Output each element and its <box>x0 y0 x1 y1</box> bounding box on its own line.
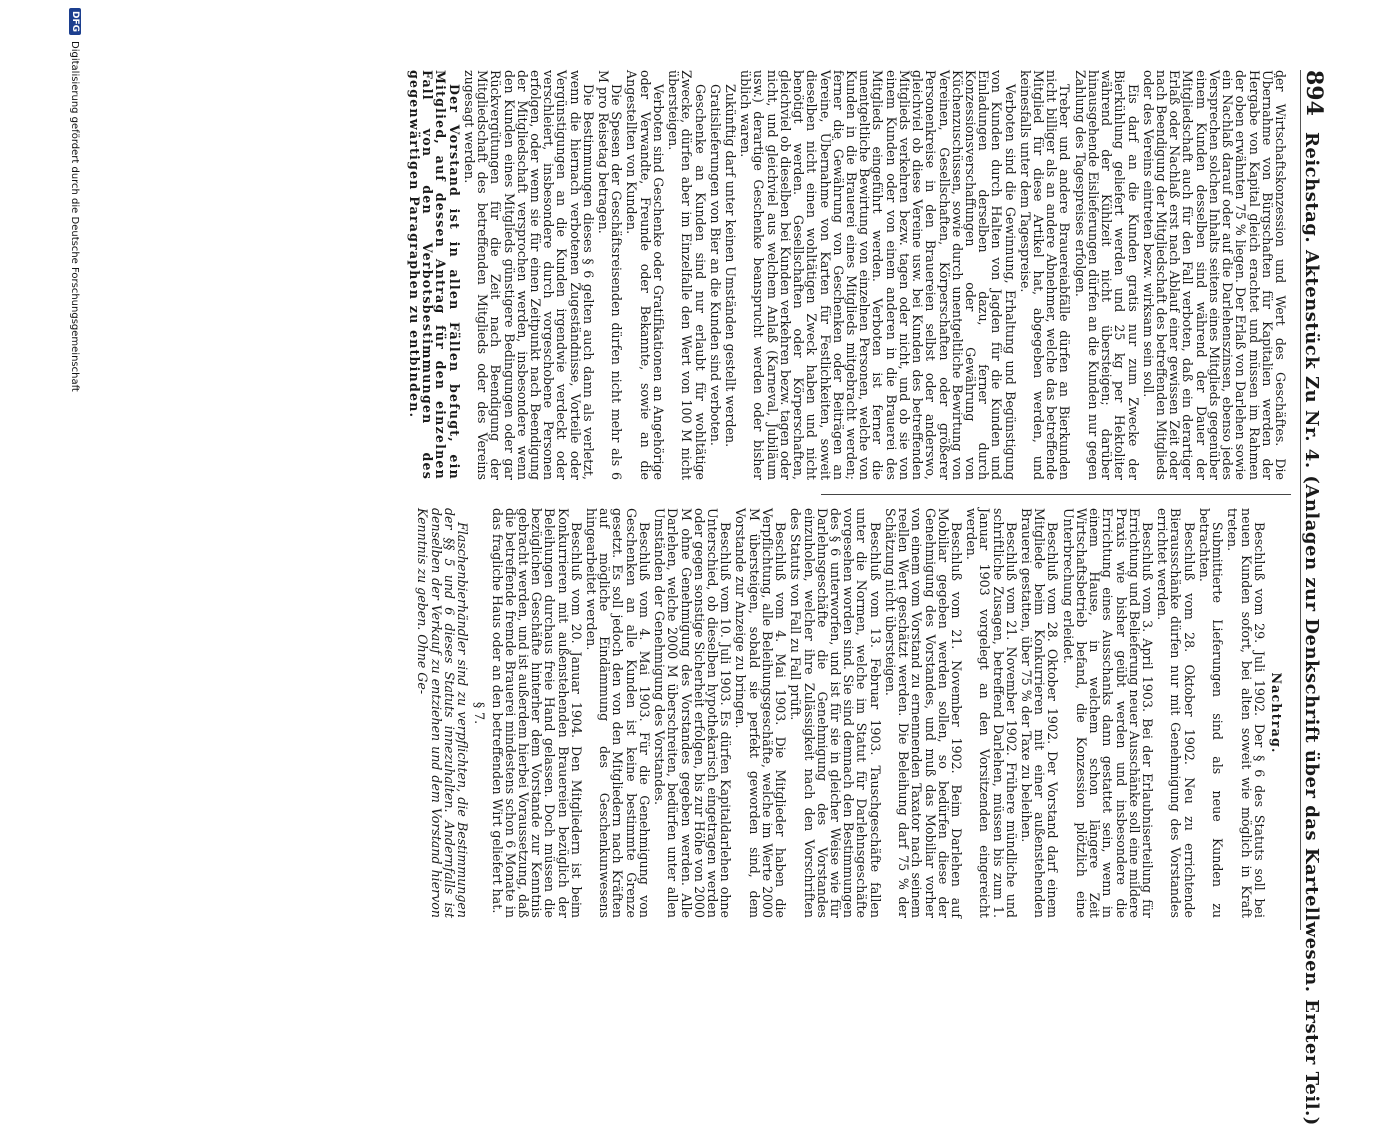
paragraph: Beschluß vom 3. April 1903. Bei der Erlaubniserteilung für Errichtung und Belieferung neuer Ausschänke soll eine mildere Praxis wie bisher geübt werden und insbesondere die Errichtung eines Ausschanks dann gestattet sein, wenn in einem Hause, in welchem schon längere Zeit Wirtschaftsbetrieb befand, die Konzession plötzlich eine Unterbrechung erleidet. <box>1060 508 1156 918</box>
paragraph: Die Spesen der Geschäftsreisenden dürfen nicht mehr als 6 M pro Reisetag betragen. <box>596 70 625 480</box>
running-title: Reichstag. Aktenstück Zu Nr. 4. (Anlagen zur Denkschrift über das Kartellwesen. Erster Teil.) <box>1301 131 1322 1126</box>
section-heading-paragraph-7: § 7. <box>472 701 488 725</box>
paragraph: der Wirtschaftskonzession und Wert des Geschäftes. Die Übernahme von Bürgschaften für Kapitalien werden der Hergabe von Kapital gleich erachtet und müssen im Rahmen der oben erwähnten 75 % liegen. Der Erlaß von Darlehen sowie ein Nachlaß darauf oder auf die Darlehenszinsen, ebenso jedes Versprechen solchen Inhalts seitens eines Mitglieds gegenüber einem Kunden desselben sind während der Dauer der Mitgliedschaft auch für den Fall verboten, daß ein derartiger Erlaß oder Nachlaß erst nach Ablauf einer gewissen Zeit oder nach Beendigung der Mitgliedschaft des betreffenden Mitglieds oder des Vereins eintreten bezw. wirksam sein soll. <box>1140 70 1288 480</box>
paragraph: Eis darf an die Kunden gratis nur zum Zwecke der Bierkühlung geliefert werden und 25 kg per Hektoliter während der Kühlzeit nicht übersteigen; darüber hinausgehende Eislieferungen dürfen an die Kunden nur gegen Zahlung des Tagespreises erfolgen. <box>1072 70 1141 480</box>
dfg-logo-icon: DFG <box>69 8 81 35</box>
right-column <box>414 508 1287 918</box>
left-column <box>406 70 1287 480</box>
paragraph: Gratislieferungen von Bier an die Kunden sind verboten. <box>707 84 723 446</box>
paragraph: Verboten sind Geschenke oder Gratifikationen an Angehörige oder Verwandte, Freunde oder Bekannte, sowie an die Angestellten von Kunden. <box>624 70 666 480</box>
paragraph: Beschluß vom 28. Oktober 1902. Der Vorstand darf einem Mitgliede beim Konkurrieren mit einer außenstehenden Brauerei gestatten, über 75 % der Taxe zu beleihen. <box>1019 508 1061 918</box>
paragraph: Verboten sind die Gewinnung, Erhaltung und Begünstigung von Kunden durch Halten von Jagden für die Kunden und Einladungen derselben dazu, ferner durch Konzessionsverschaffungen oder Gewährung von Küchenzuschüssen, sowie durch unentgeltliche Bewirtung von Vereinen, Gesellschaften, Körperschaften oder größerer Personenkreise in den Brauereien selbst oder anderswo, gleichviel ob diese Vereine usw. bei Kunden des betreffenden Mitglieds verkehren bezw. tagen oder nicht, und ob sie von einem Kunden oder von einem anderen in die Brauerei des Mitglieds eingeführt werden. Verboten ist ferner die unentgeltliche Bewirtung von einzelnen Personen, welche von Kunden in die Brauerei eines Mitglieds mitgebracht werden; ferner die Gewährung von Geschenken oder Beiträgen an Vereine, Übernahme von Karten für Festlichkeiten, soweit dieselben nicht einen wohltätigen Zweck haben und nicht benötigt werden. Gesellschaften oder Körperschaften, gleichviel ob dieselben bei Kunden verkehren bezw. tagen oder nicht, und gleichviel aus welchem Anlaß (Karneval, Jubiläum usw.) derartige Geschenke beansprucht werden oder bisher üblich waren. <box>738 70 1018 480</box>
digitization-credit-text: Digitalisierung gefördert durch die Deutsche Forschungsgemeinschaft <box>69 41 81 392</box>
paragraph: Beschluß vom 4. Mai 1903. Für die Genehmigung von Geschenken an alle Kunden ist keine bestimmte Grenze gesetzt. Es soll jedoch den von den Mitgliedern nach Kräften auf mögliche Eindämmung des Geschenkunwesens hingearbeitet werden. <box>584 508 652 918</box>
paragraph: Beschluß vom 10. Juli 1903. Es dürfen Kapitaldarlehen ohne Unterschied, ob dieselben hypothekarisch eingetragen werden oder gegen sonstige Sicherheit erfolgen, bis zur Höhe von 2000 M ohne Genehmigung des Vorstandes gegeben werden. Alle Darlehen, welche 2000 M überschreiten, bedürfen unter allen Umständen der Genehmigung des Vorstandes. <box>652 508 734 918</box>
paragraph: Beschluß vom 21. November 1902. Frühere mündliche und schriftliche Zusagen, betreffend Darlehen, müssen bis zum 1. Januar 1903 vorgelegt an den Vorsitzenden eingereicht werden. <box>964 508 1019 918</box>
paragraph: Der Vorstand ist in allen Fällen befugt, ein Mitglied, auf dessen Antrag für den einzelnen Fall von den Verbotsbestimmungen des gegenwärtigen Paragraphen zu entbinden. <box>407 70 462 480</box>
paragraph: Submittierte Lieferungen sind als neue Kunden zu betrachten. <box>1196 508 1226 918</box>
column-divider <box>821 494 1291 495</box>
paragraph: Zukünftig darf unter keinen Umständen gestellt werden. <box>723 84 739 448</box>
paragraph: Geschenke an Kunden sind nur erlaubt für wohltätige Zwecke, dürfen aber im Einzelfalle den Wert von 100 M nicht übersteigen. <box>666 70 708 480</box>
paragraph: Beschluß vom 28. Oktober 1902. Neu zu errichtende Bierausschänke dürfen nur mit Genehmigung des Vorstandes errichtet werden. <box>1155 508 1197 918</box>
paragraph: Flaschenbierhändler sind zu verpflichten, die Bestimmungen der §§ 5 und 6 dieses Statuts innezuhalten. Andernfalls ist denselben der Verkauf zu entziehen und dem Vorstand hiervon Kenntnis zu geben. Ohne Ge- <box>415 508 471 918</box>
paragraph: Die Bestimmungen dieses § 6 gelten auch dann als verletzt, wenn die hiernach verbotenen Zugeständnisse, Vorteile oder Vergünstigungen an die Kunden irgendwie verdeckt oder verschleiert, insbesondere durch vorgeschobene Personen erfolgen, oder wenn sie für einen Zeitpunkt nach Beendigung der Mitgliedschaft versprochen werden, insbesondere wenn den Kunden eines Mitglieds günstigere Bedingungen oder gar Rückvergütungen für die Zeit nach Beendigung der Mitgliedschaft des betreffenden Mitglieds oder des Vereins zugesagt werden. <box>461 70 596 480</box>
digitization-credit <box>65 8 85 998</box>
paragraph: Treber und andere Brauereiabfälle dürfen an Bierkunden nicht billiger als an andere Abnehmer, welche das betreffende Mitglied für diese Artikel hat, abgegeben werden, und keinesfalls unter dem Tagespreise. <box>1017 70 1073 480</box>
paragraph: Beschluß vom 4. Mai 1903. Die Mitglieder haben die Verpflichtung, alle Beleihungsgeschäfte, welche im Werte 2000 M übersteigen, sobald sie perfekt geworden sind, dem Vorstande zur Anzeige zu bringen. <box>733 508 789 918</box>
page-number: 894 <box>1301 70 1327 116</box>
paragraph: Beschluß vom 21. November 1902. Beim Darlehen auf Mobiliar gegeben werden sollen, so bedürfen diese der Genehmigung des Vorstandes, und muß das Mobiliar vorher von einem vom Vorstand zu ernennenden Taxator nach seinem reellen Wert geschätzt werden. Die Beleihung darf 75 % der Schätzung nicht übersteigen. <box>882 508 964 918</box>
paragraph: Beschluß vom 13. Februar 1903. Tauschgeschäfte fallen unter die Normen, welche im Statut für Darlehnsgeschäfte vorgesehen worden sind. Sie sind demnach den Bestimmungen des § 6 unterworfen, und ist für sie in gleicher Weise wie für Darlehnsgeschäfte die Genehmigung des Vorstandes einzuholen, welcher ihre Zulässigkeit nach den Vorschriften des Statuts von Fall zu Fall prüft. <box>788 508 883 918</box>
section-heading-nachtrag: Nachtrag. <box>1269 672 1284 754</box>
paragraph: Beschluß vom 29. Juli 1902. Der § 6 des Statuts soll bei neuen Kunden sofort, bei alten soweit wie möglich in Kraft treten. <box>1225 508 1267 918</box>
page-header <box>1300 70 1335 1126</box>
paragraph: Beschluß vom 20. Januar 1904. Den Mitgliedern ist beim Konkurrieren mit außenstehenden Brauereien bezüglich der Beleihungen durchaus freie Hand gelassen. Doch müssen die bezüglichen Geschäfte hinterher dem Vorstande zur Kenntnis gebracht werden, und ist außerdem hierbei Voraussetzung, daß die betreffende fremde Brauerei mindestens schon 6 Monate in das fragliche Haus oder an den betreffenden Wirt geliefert hat. <box>489 508 584 918</box>
